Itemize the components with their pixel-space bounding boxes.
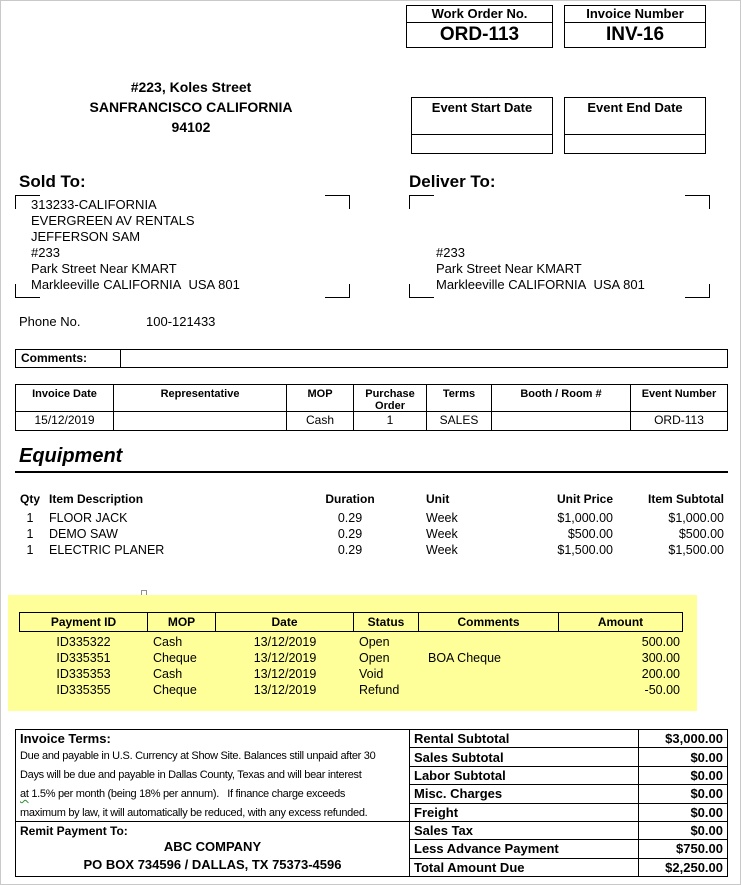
work-order-value: ORD-113	[406, 22, 553, 48]
equipment-header-cell: Unit Price	[556, 492, 613, 506]
comments-field	[121, 350, 727, 367]
invoice-terms-line: Days will be due and payable in Dallas County, Texas and will bear interest	[20, 769, 362, 781]
payment-row	[19, 682, 683, 698]
deliver-to-address-line	[436, 229, 645, 245]
equipment-subtotal: $1,000.00	[668, 511, 724, 525]
deliver-to-bracket-bottom-right	[685, 284, 710, 298]
event-end-date-label: Event End Date	[565, 98, 705, 135]
equipment-unit: Week	[426, 511, 458, 525]
deliver-to-address-line: Markleeville CALIFORNIA USA 801	[436, 277, 645, 292]
totals-row	[410, 785, 727, 803]
totals-value: $0.00	[690, 786, 723, 802]
payment-row	[19, 650, 683, 666]
payment-date: 13/12/2019	[253, 651, 317, 665]
event-end-date-box	[564, 97, 706, 154]
payment-amount: 200.00	[641, 667, 680, 681]
company-address-line: 94102	[171, 119, 211, 135]
deliver-to-address-line	[436, 213, 645, 229]
totals-row	[410, 767, 727, 785]
order-info-value-row	[16, 412, 727, 430]
payments-table	[19, 612, 683, 698]
payment-mop: Cheque	[153, 651, 197, 665]
deliver-to-bracket-top-right	[685, 195, 710, 209]
sold-to-bracket-top-right	[325, 195, 350, 209]
invoice-terms-line	[20, 785, 405, 804]
order-info-header-row	[16, 385, 727, 412]
equipment-row	[15, 526, 728, 542]
payment-row	[19, 634, 683, 650]
work-order-label: Work Order No.	[406, 5, 553, 23]
equipment-unit: Week	[426, 527, 458, 541]
equipment-unit-price: $1,500.00	[557, 543, 613, 557]
equipment-row	[15, 510, 728, 526]
payment-date: 13/12/2019	[253, 667, 317, 681]
order-info-table	[15, 384, 728, 431]
totals-table	[410, 730, 727, 876]
totals-label: Total Amount Due	[410, 859, 639, 876]
payments-header-cell: Amount	[558, 612, 683, 632]
equipment-unit: Week	[426, 543, 458, 557]
totals-row	[410, 822, 727, 840]
totals-label: Labor Subtotal	[410, 767, 639, 784]
payments-header-cell: MOP	[147, 612, 216, 632]
sold-to-address-line: Markleeville CALIFORNIA USA 801	[31, 277, 240, 292]
sold-to-address-line: 313233-CALIFORNIA	[31, 197, 157, 212]
deliver-to-address-line: Park Street Near KMART	[436, 261, 582, 276]
equipment-subtotal: $1,500.00	[668, 543, 724, 557]
summary-section	[15, 729, 728, 877]
totals-value: $0.00	[690, 749, 723, 765]
comments-bar	[15, 349, 728, 368]
terms-and-remit-panel	[16, 730, 410, 876]
totals-row	[410, 840, 727, 858]
deliver-to-heading: Deliver To:	[409, 172, 496, 191]
payments-header-cell: Status	[353, 612, 419, 632]
invoice-number-value: INV-16	[564, 22, 706, 48]
invoice-date-value: 15/12/2019	[34, 413, 95, 427]
invoice-terms-line: maximum by law, it will automatically be reduced, with any excess refunded.	[20, 807, 368, 819]
payment-status: Open	[359, 651, 390, 665]
payments-header-row	[19, 612, 683, 632]
event-number-value: ORD-113	[630, 412, 727, 430]
payment-amount: 500.00	[641, 635, 680, 649]
event-start-date-box	[411, 97, 553, 154]
event-end-date-value	[565, 135, 705, 152]
order-info-header-cell: Booth / Room #	[491, 385, 630, 411]
representative-value	[113, 412, 286, 430]
event-start-date-label: Event Start Date	[412, 98, 552, 135]
payment-amount: -50.00	[644, 683, 680, 697]
equipment-rule	[15, 471, 728, 473]
payment-date: 13/12/2019	[253, 683, 317, 697]
equipment-header-cell: Duration	[325, 492, 375, 506]
work-order-box	[406, 5, 553, 48]
totals-row	[410, 748, 727, 766]
equipment-unit-price: $500.00	[567, 527, 613, 541]
equipment-header-cell: Item Subtotal	[647, 492, 724, 506]
equipment-section-title: Equipment	[19, 445, 123, 467]
equipment-header-row	[15, 491, 728, 507]
equipment-header-cell: Qty	[19, 492, 40, 506]
payments-highlight-section	[8, 595, 697, 711]
deliver-to-address-line	[436, 197, 645, 213]
phone-value: 100-121433	[146, 314, 216, 329]
order-info-header-cell: Event Number	[630, 385, 727, 411]
invoice-terms-title: Invoice Terms:	[20, 731, 111, 746]
totals-label: Rental Subtotal	[410, 730, 639, 747]
company-address-line: #223, Koles Street	[130, 79, 252, 95]
totals-row	[410, 804, 727, 822]
invoice-number-label: Invoice Number	[564, 5, 706, 23]
comments-label: Comments:	[16, 350, 121, 367]
company-address-line: SANFRANCISCO CALIFORNIA	[89, 99, 293, 115]
totals-row	[410, 730, 727, 748]
sold-to-address-line: Park Street Near KMART	[31, 261, 177, 276]
invoice-terms-line-rest: 1.5% per month (being 18% per annum). If finance charge exceeds	[28, 788, 346, 800]
equipment-qty: 1	[26, 527, 34, 541]
booth-room-value	[491, 412, 630, 430]
totals-label: Misc. Charges	[410, 785, 639, 802]
order-info-header-cell: Invoice Date	[32, 388, 97, 400]
equipment-duration: 0.29	[337, 511, 363, 525]
totals-label: Sales Subtotal	[410, 748, 639, 765]
equipment-unit-price: $1,000.00	[557, 511, 613, 525]
terms-value: SALES	[426, 412, 491, 430]
payment-mop: Cash	[153, 667, 183, 681]
payment-amount: 300.00	[641, 651, 680, 665]
payment-status: Refund	[359, 683, 400, 697]
payment-id: ID335353	[56, 667, 111, 681]
deliver-to-bracket-top-left	[409, 195, 434, 209]
order-info-header-cell: Purchase Order	[353, 385, 426, 411]
totals-value: $3,000.00	[665, 731, 723, 747]
remit-payment-title: Remit Payment To:	[20, 824, 128, 838]
payment-id: ID335322	[56, 635, 111, 649]
equipment-qty: 1	[26, 511, 34, 525]
equipment-duration: 0.29	[337, 527, 363, 541]
mop-value: Cash	[286, 412, 353, 430]
equipment-header-cell: Item Description	[49, 492, 144, 506]
totals-label: Less Advance Payment	[410, 840, 639, 857]
payment-id: ID335355	[56, 683, 111, 697]
remit-payment-block	[16, 822, 409, 876]
totals-label: Freight	[410, 804, 639, 821]
deliver-to-bracket-bottom-left	[409, 284, 434, 298]
payment-comments	[419, 682, 559, 698]
equipment-description: ELECTRIC PLANER	[49, 543, 165, 557]
payments-header-cell: Payment ID	[19, 612, 148, 632]
payments-header-cell: Date	[215, 612, 354, 632]
remit-address: PO BOX 734596 / DALLAS, TX 75373-4596	[83, 857, 342, 872]
invoice-number-box	[564, 5, 706, 48]
payments-header-cell: Comments	[418, 612, 559, 632]
equipment-row	[15, 542, 728, 558]
sold-to-address-line: #233	[31, 245, 60, 260]
payment-comments: BOA Cheque	[428, 651, 501, 665]
totals-value: $2,250.00	[665, 859, 723, 875]
payment-mop: Cash	[153, 635, 183, 649]
deliver-to-address	[436, 197, 645, 293]
invoice-terms-block	[16, 730, 409, 822]
payment-status: Open	[359, 635, 390, 649]
payment-row	[19, 666, 683, 682]
event-start-date-value	[412, 135, 552, 152]
equipment-duration: 0.29	[337, 543, 363, 557]
equipment-subtotal: $500.00	[678, 527, 724, 541]
payment-mop: Cheque	[153, 683, 197, 697]
order-info-header-cell: Terms	[426, 385, 491, 411]
payment-status: Void	[359, 667, 384, 681]
invoice-terms-line: Due and payable in U.S. Currency at Show Site. Balances still unpaid after 30	[20, 750, 376, 762]
equipment-description: DEMO SAW	[49, 527, 118, 541]
equipment-qty: 1	[26, 543, 34, 557]
equipment-description: FLOOR JACK	[49, 511, 128, 525]
totals-value: $0.00	[690, 823, 723, 839]
payment-date: 13/12/2019	[253, 635, 317, 649]
payment-comments	[419, 666, 559, 682]
order-info-header-cell: MOP	[286, 385, 353, 411]
equipment-header-cell: Unit	[426, 492, 450, 506]
phone-label: Phone No.	[19, 314, 81, 329]
totals-value: $0.00	[690, 804, 723, 820]
deliver-to-address-line: #233	[436, 245, 465, 260]
payment-id: ID335351	[56, 651, 111, 665]
totals-row	[410, 859, 727, 876]
payment-comments	[419, 634, 559, 650]
order-info-header-cell: Representative	[113, 385, 286, 411]
equipment-table	[15, 491, 728, 558]
sold-to-heading: Sold To:	[19, 172, 86, 191]
remit-company: ABC COMPANY	[163, 839, 262, 854]
sold-to-address-line: EVERGREEN AV RENTALS	[31, 213, 195, 228]
sold-to-address-line: JEFFERSON SAM	[31, 229, 141, 244]
totals-value: $750.00	[676, 841, 723, 857]
spellcheck-word: at	[20, 788, 29, 800]
sold-to-bracket-bottom-right	[325, 284, 350, 298]
sold-to-address	[31, 197, 240, 293]
company-address	[1, 77, 381, 137]
purchase-order-value: 1	[353, 412, 426, 430]
totals-value: $0.00	[690, 767, 723, 783]
totals-label: Sales Tax	[410, 822, 639, 839]
